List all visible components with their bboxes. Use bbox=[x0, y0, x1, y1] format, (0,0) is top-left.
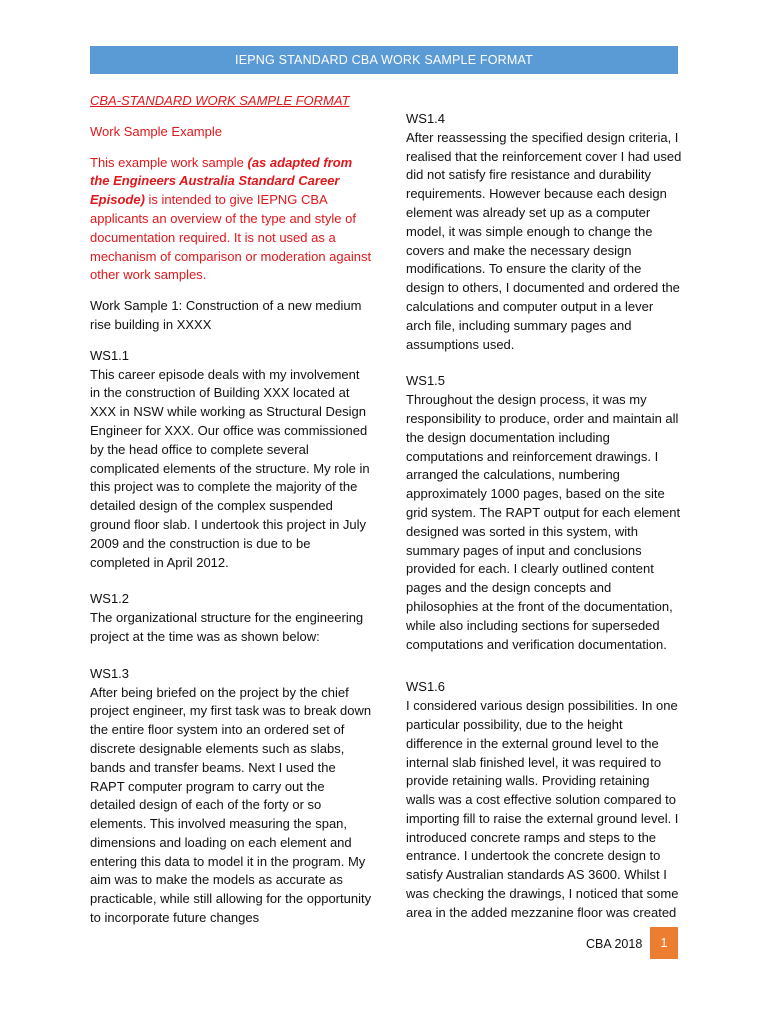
right-column bbox=[406, 110, 682, 935]
work-sample-title: Work Sample 1: Construction of a new medium rise building in XXXX bbox=[90, 298, 362, 332]
header-bar bbox=[90, 46, 678, 74]
footer-label: CBA 2018 bbox=[586, 937, 643, 951]
ws1-2-heading: WS1.2 bbox=[90, 591, 130, 607]
page-number: 1 bbox=[660, 936, 668, 950]
ws1-1-section bbox=[90, 347, 372, 573]
ws1-6-section bbox=[406, 678, 682, 922]
left-column bbox=[90, 92, 372, 940]
intro-paragraph bbox=[90, 154, 372, 286]
ws1-5-body: Throughout the design process, it was my responsibility to produce, order and maintain all the design documentation including computations and reinforcement drawings. I arranged the calculations, numbering approximately 1000 pages, based on the site grid system. The RAPT output for each element designed was sorted in this system, with summary pages of input and conclusions provided for each. I clearly outlined content pages and the design concepts and philosophies at the front of the documentation, while also including sections for superseded computations and verification documentation. bbox=[406, 392, 681, 652]
ws1-4-heading: WS1.4 bbox=[406, 111, 446, 126]
ws1-1-heading: WS1.1 bbox=[90, 347, 130, 363]
section-title: CBA-STANDARD WORK SAMPLE FORMAT bbox=[90, 93, 350, 108]
ws1-6-heading: WS1.6 bbox=[406, 679, 446, 695]
intro-post: is intended to give IEPNG CBA applicants an overview of the type and style of documentation required. It is not used as a mechanism of comparison or moderation against other work samples. bbox=[90, 192, 372, 283]
ws1-2-body: The organizational structure for the engineering project at the time was as shown below: bbox=[90, 610, 364, 644]
ws1-5-section bbox=[406, 372, 682, 654]
ws1-4-section bbox=[406, 110, 682, 354]
ws1-1-body: This career episode deals with my involvement in the construction of Building XXX located at XXX in NSW while working as Structural Design Engineer for XXX. Our office was commissioned by the head office to complete several complicated elements of the structure. My role in this project was to complete the majority of the detailed design of the complex suspended ground floor slab. I undertook this project in July 2009 and the construction is due to be completed in April 2012. bbox=[90, 366, 370, 570]
ws1-3-body: After being briefed on the project by the chief project engineer, my first task was to break down the entire floor system into an ordered set of discrete designable elements such as slabs, bands and transfer beams. Next I used the RAPT computer program to carry out the detailed design of each of the forty or so elements. This involved measuring the span, dimensions and loading on each element and entering this data to model it in the program. My aim was to make the models as accurate as practicable, while still allowing for the opportunity to incorporate future changes bbox=[90, 684, 372, 926]
ws1-5-heading: WS1.5 bbox=[406, 373, 446, 389]
ws1-4-body: After reassessing the specified design criteria, I realised that the reinforcement cover I had used did not satisfy fire resistance and durability requirements. However because each design element was already set up as a computer model, it was simple enough to change the covers and make the necessary design modifications. To ensure the clarity of the design to others, I documented and ordered the calculations and computer output in a lever arch file, including summary pages and assumptions used. bbox=[406, 129, 682, 352]
ws1-3-heading: WS1.3 bbox=[90, 665, 130, 681]
intro-emphasis: (as adapted from the Engineers Australia Standard Career Episode) bbox=[90, 154, 353, 208]
ws1-3-section bbox=[90, 665, 372, 928]
example-heading: Work Sample Example bbox=[90, 123, 222, 139]
ws1-2-section bbox=[90, 590, 372, 646]
page-number-badge bbox=[650, 927, 678, 959]
ws1-6-body: I considered various design possibilities. In one particular possibility, due to the height difference in the external ground level to the internal slab finished level, it was required to provide retaining walls. Providing retaining walls was a cost effective solution compared to importing fill to raise the external ground level. I introduced concrete ramps and steps to the entrance. I undertook the concrete design to satisfy Australian standards AS 3600. Whilst I was checking the drawings, I noticed that some area in the added mezzanine floor was created bbox=[406, 698, 679, 920]
intro-pre: This example work sample bbox=[90, 154, 248, 170]
header-title: IEPNG STANDARD CBA WORK SAMPLE FORMAT bbox=[235, 53, 533, 67]
